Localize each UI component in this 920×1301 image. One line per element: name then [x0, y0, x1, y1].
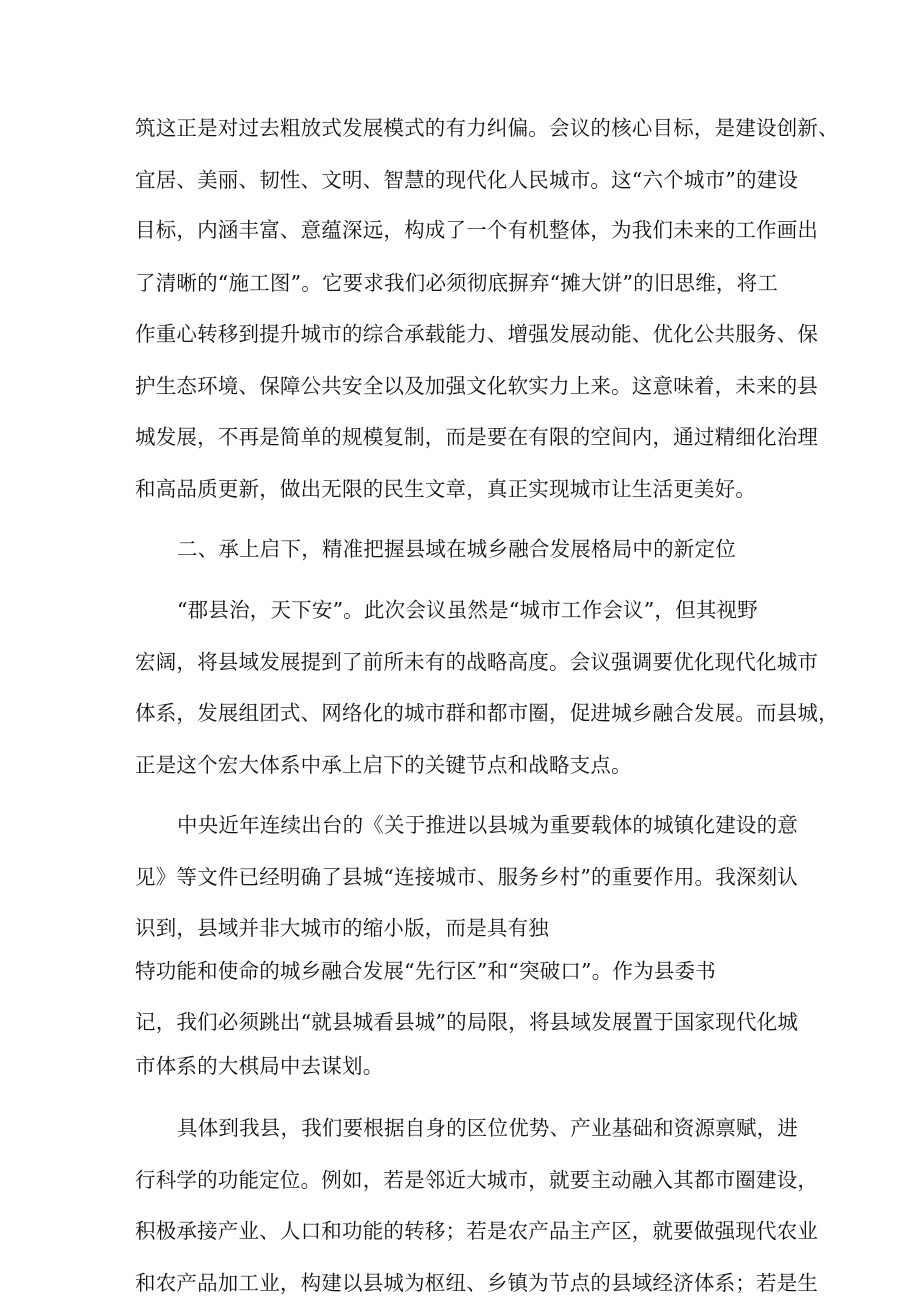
text-line: 宜居、美丽、韧性、文明、智慧的现代化人民城市。这“六个城市”的建设: [135, 167, 799, 192]
text-line: 市体系的大棋局中去谋划。: [135, 1053, 384, 1078]
text-line: 见》等文件已经明确了县城“连接城市、服务乡村”的重要作用。我深刻认: [135, 864, 799, 889]
text-line: 记，我们必须跳出“就县城看县城”的局限，将县域发展置于国家现代化城: [135, 1009, 799, 1034]
text-line: 了清晰的“施工图”。它要求我们必须彻底摒弃“摊大饼”的旧思维，将工: [135, 271, 779, 296]
text-line: 和农产品加工业，构建以县城为枢纽、乡镇为节点的县域经济体系；若是生: [135, 1271, 819, 1295]
text-line: 特功能和使命的城乡融合发展“先行区”和“突破口”。作为县委书: [135, 958, 716, 983]
text-line: 和高品质更新，做出无限的民生文章，真正实现城市让生活更美好。: [135, 477, 756, 502]
text-line: 城发展，不再是简单的规模复制，而是要在有限的空间内，通过精细化治理: [135, 425, 819, 450]
text-line: 识到，县域并非大城市的缩小版，而是具有独: [135, 915, 549, 940]
text-line: 行科学的功能定位。例如，若是邻近大城市，就要主动融入其都市圈建设，: [135, 1167, 819, 1192]
text-line: 作重心转移到提升城市的综合承载能力、增强发展动能、优化公共服务、保: [135, 321, 819, 346]
text-line: 积极承接产业、人口和功能的转移；若是农产品主产区，就要做强现代农业: [135, 1219, 819, 1244]
section-heading: 二、承上启下，精准把握县域在城乡融合发展格局中的新定位: [177, 537, 736, 562]
text-line: 体系，发展组团式、网络化的城市群和都市圈，促进城乡融合发展。而县城，: [135, 701, 839, 726]
text-line: 筑这正是对过去粗放式发展模式的有力纠偏。会议的核心目标，是建设创新、: [135, 116, 839, 140]
text-line: 具体到我县，我们要根据自身的区位优势、产业基础和资源禀赋，进: [177, 1115, 798, 1140]
text-line: 宏阔，将县域发展提到了前所未有的战略高度。会议强调要优化现代化城市: [135, 650, 819, 675]
text-line: 护生态环境、保障公共安全以及加强文化软实力上来。这意味着，未来的县: [135, 373, 819, 398]
text-line: 正是这个宏大体系中承上启下的关键节点和战略支点。: [135, 752, 632, 777]
text-line: “郡县治，天下安”。此次会议虽然是“城市工作会议”，但其视野: [177, 597, 758, 622]
text-line: 中央近年连续出台的《关于推进以县城为重要载体的城镇化建设的意: [177, 813, 798, 838]
text-line: 目标，内涵丰富、意蕴深远，构成了一个有机整体，为我们未来的工作画出: [135, 218, 819, 243]
